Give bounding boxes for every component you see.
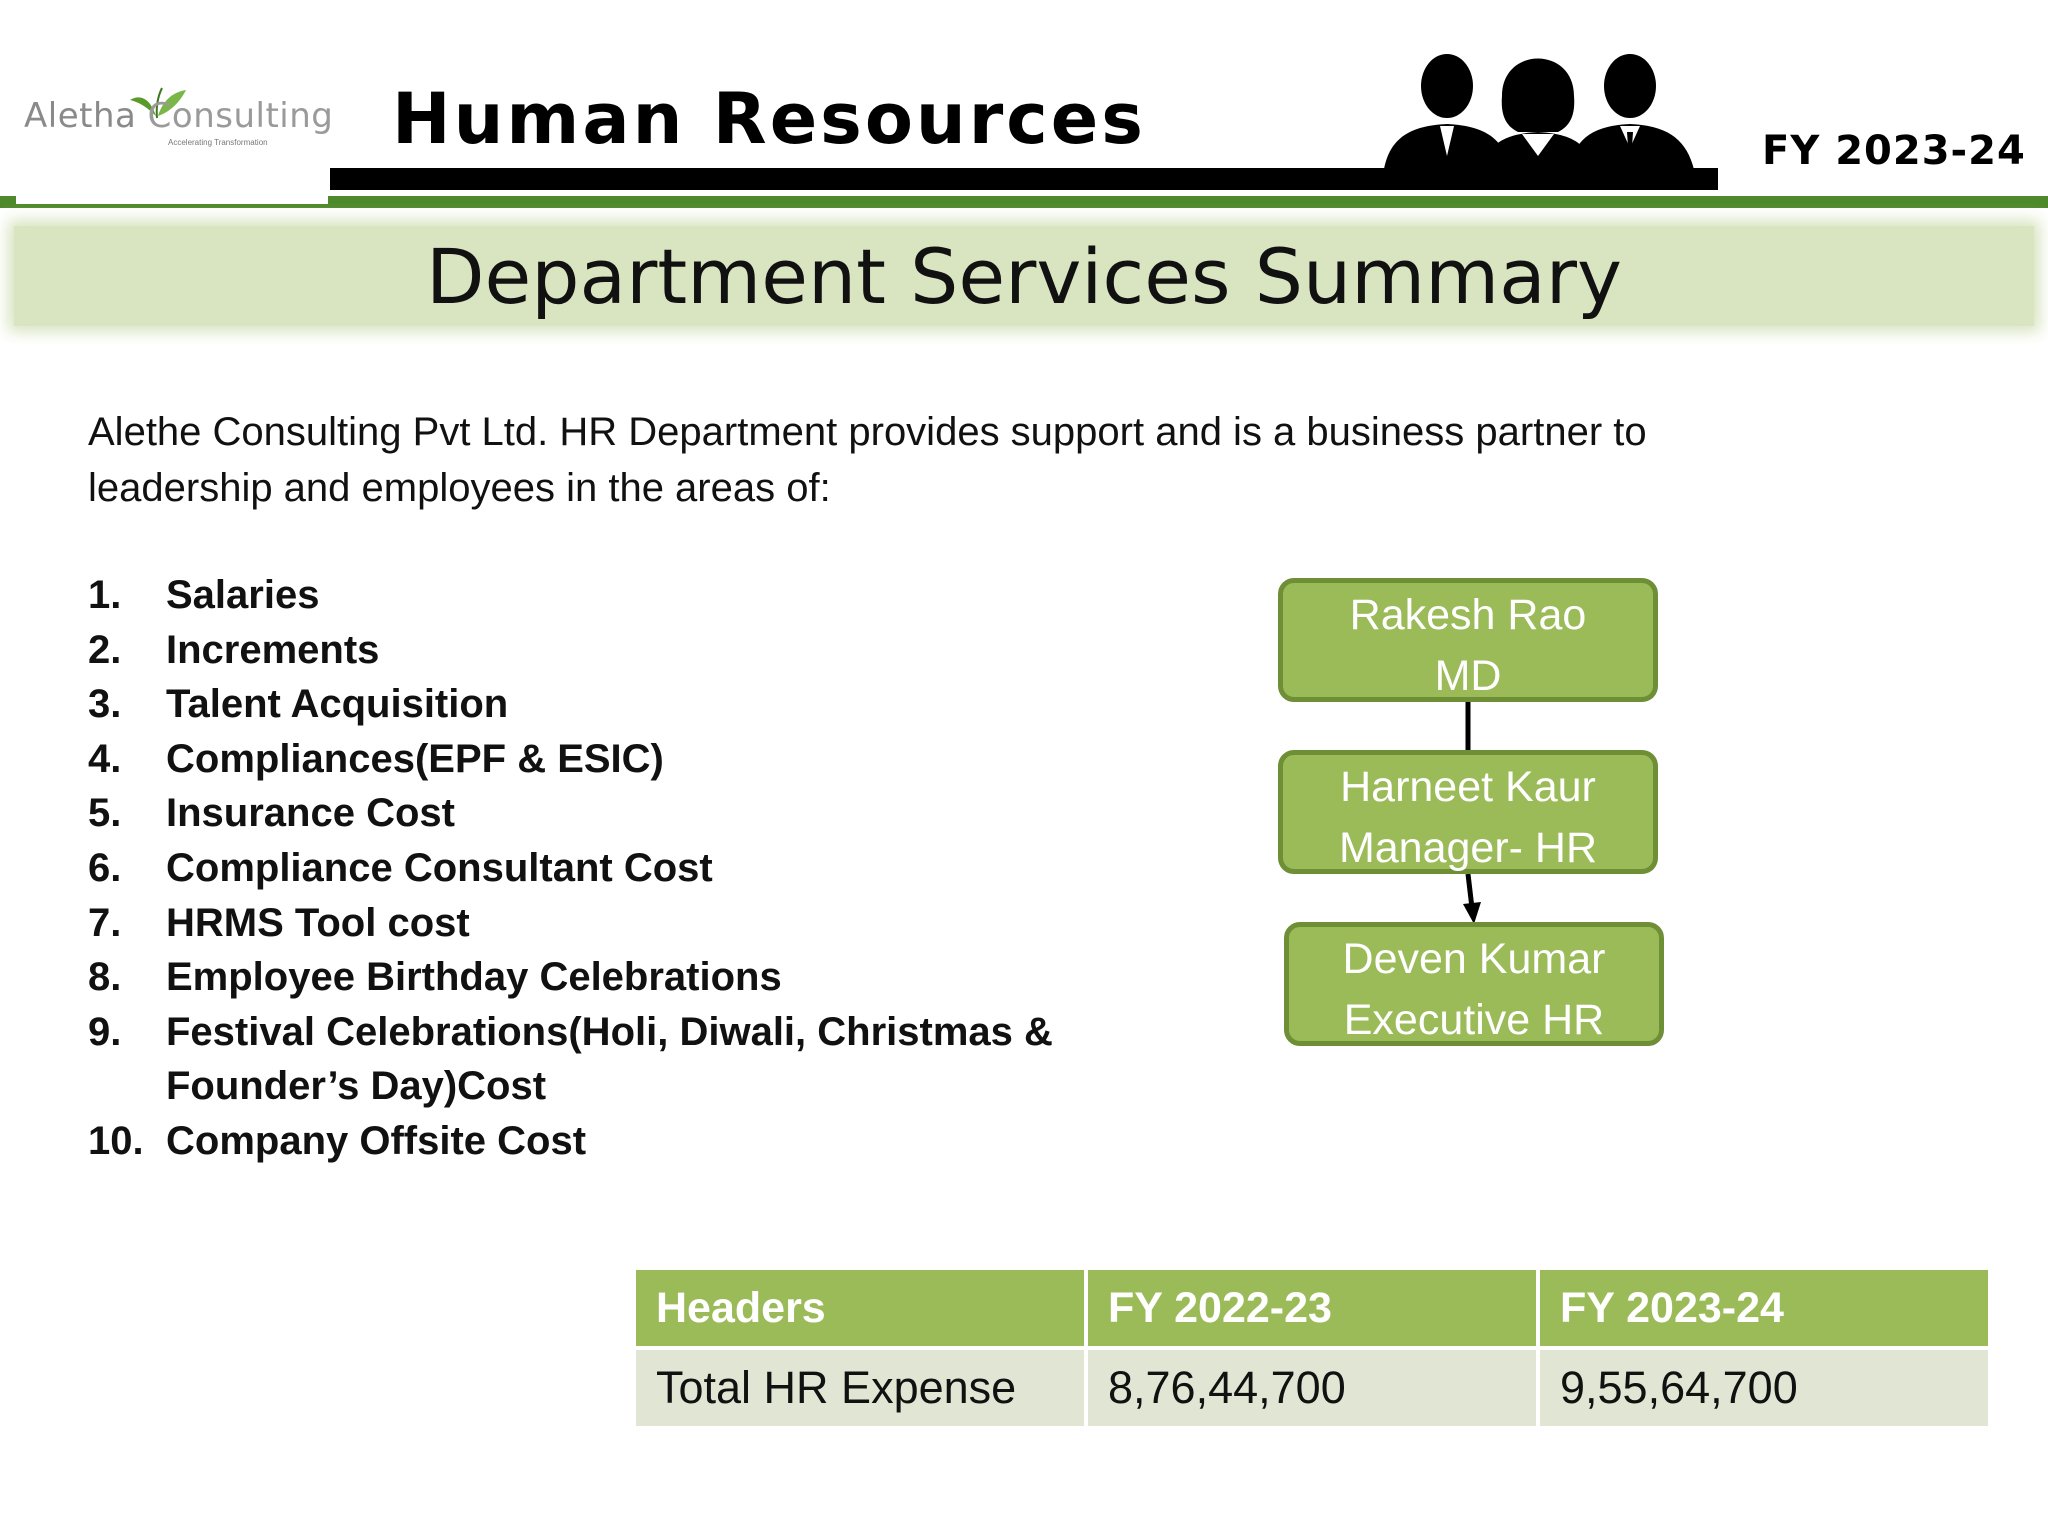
- list-item-number: 9.: [88, 1009, 122, 1054]
- list-item: [88, 896, 1066, 951]
- list-item: [88, 1114, 1066, 1169]
- list-item: [88, 950, 1066, 1005]
- list-item-number: 1.: [88, 573, 122, 617]
- table-row: [636, 1350, 1988, 1426]
- org-node-role: MD: [1434, 652, 1502, 700]
- title-banner: [14, 226, 2034, 326]
- list-item-number: 7.: [88, 900, 122, 945]
- org-node-manager-hr: [1278, 750, 1658, 874]
- list-item-number: 3.: [88, 682, 122, 727]
- list-item-number: 8.: [88, 955, 122, 1000]
- list-item-text: Talent Acquisition: [166, 682, 509, 727]
- list-item-text: Company Offsite Cost: [166, 1118, 587, 1163]
- table-cell: 9,55,64,700: [1540, 1350, 1988, 1426]
- org-node-role: Executive HR: [1343, 996, 1605, 1044]
- table-cell: Total HR Expense: [636, 1350, 1084, 1426]
- list-item: [88, 732, 1066, 787]
- list-item: [88, 1005, 1066, 1114]
- services-list: [88, 568, 1066, 1169]
- section-title: Human Resources: [392, 78, 1146, 160]
- intro-line-1: Alethe Consulting Pvt Ltd. HR Department provides support and is a business partner to: [88, 410, 1647, 454]
- arrowhead-icon: [1463, 902, 1481, 924]
- table-header-cell: FY 2023-24: [1540, 1270, 1988, 1346]
- company-logo: [18, 82, 378, 202]
- table-header-row: [636, 1270, 1988, 1346]
- table-header-cell: FY 2022-23: [1088, 1270, 1536, 1346]
- list-item: [88, 568, 1066, 623]
- org-node-name: Harneet Kaur: [1340, 763, 1596, 811]
- header-black-bar: [330, 168, 1718, 190]
- intro-paragraph: [88, 404, 1788, 516]
- list-item-text: HRMS Tool cost: [166, 900, 470, 945]
- org-node-role: Manager- HR: [1338, 824, 1598, 872]
- list-item: [88, 786, 1066, 841]
- list-item-text: Festival Celebrations(Holi, Diwali, Christmas & Founder’s Day)Cost: [166, 1009, 1053, 1109]
- org-node-executive-hr: [1284, 922, 1664, 1046]
- connector-arrow-line: [1468, 874, 1472, 908]
- list-item-text: Insurance Cost: [166, 791, 455, 836]
- org-node-md: [1278, 578, 1658, 702]
- people-silhouette-icon: [1362, 36, 1720, 186]
- logo-tagline: Accelerating Transformation: [168, 138, 268, 147]
- list-item: [88, 841, 1066, 896]
- list-item-number: 6.: [88, 845, 122, 890]
- list-item-text: Increments: [166, 627, 380, 672]
- header-rule-notch: [16, 196, 328, 204]
- hr-expense-table: [632, 1266, 1992, 1430]
- list-item-number: 2.: [88, 627, 122, 672]
- logo-wordmark: Aletha Consulting: [24, 96, 334, 136]
- list-item-text: Employee Birthday Celebrations: [166, 955, 782, 1000]
- intro-line-2: leadership and employees in the areas of:: [88, 466, 831, 510]
- list-item-text: Salaries: [166, 573, 320, 617]
- list-item-number: 4.: [88, 736, 122, 781]
- org-node-name: Deven Kumar: [1342, 935, 1606, 983]
- list-item-number: 10.: [88, 1118, 144, 1163]
- table-header-cell: Headers: [636, 1270, 1084, 1346]
- fiscal-year-label: FY 2023-24: [1762, 128, 2026, 174]
- list-item-number: 5.: [88, 791, 122, 836]
- table-cell: 8,76,44,700: [1088, 1350, 1536, 1426]
- list-item: [88, 623, 1066, 678]
- org-node-name: Rakesh Rao: [1349, 591, 1587, 639]
- page-title: Department Services Summary: [426, 232, 1622, 321]
- list-item-text: Compliances(EPF & ESIC): [166, 736, 664, 781]
- list-item-text: Compliance Consultant Cost: [166, 845, 713, 890]
- list-item: [88, 677, 1066, 732]
